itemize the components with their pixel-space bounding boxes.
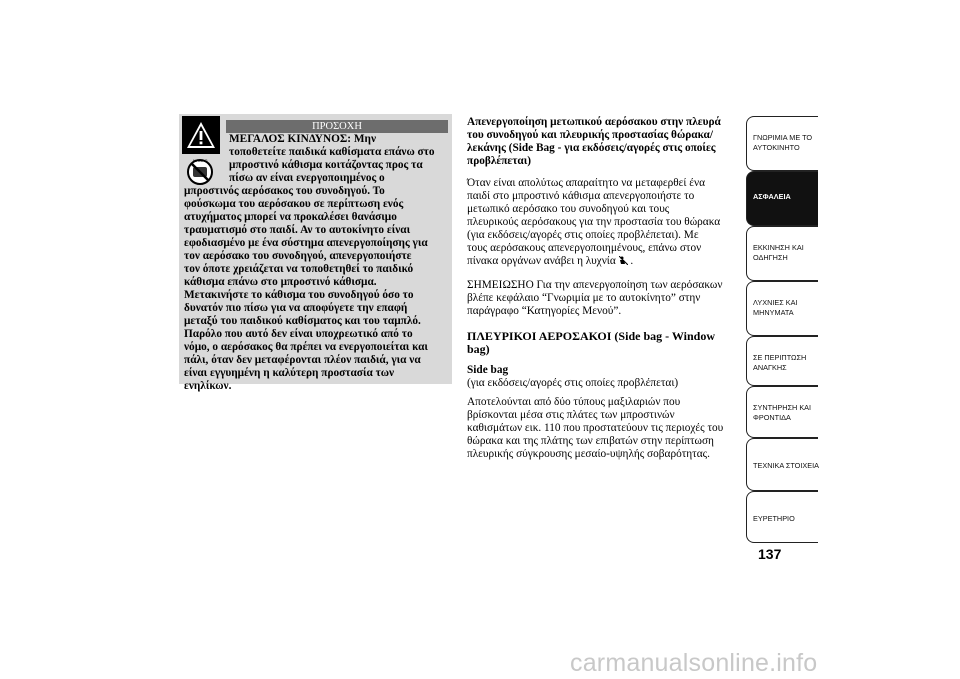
section-title [467,116,737,168]
tab-emergency[interactable] [746,336,818,386]
warning-line: κάθισμα επάνω στο μπροστινό κάθισμα. [184,276,377,288]
tab-label: ΛΥΧΝΙΕΣ ΚΑΙ [753,298,798,307]
tab-label: ΟΔΗΓΗΣΗ [753,253,788,262]
tab-technical-data[interactable] [746,438,818,491]
warning-line: νόμο, ο αερόσακος θα πρέπει να ενεργοποιείται και [184,341,428,353]
warning-line: είναι εγγυημένη η καλύτερη προστασία των [184,367,395,379]
warning-line: μεταξύ του παιδικού καθίσματος και του ταμπλό. [184,315,421,327]
tab-index[interactable] [746,491,818,543]
tab-label: ΣΕ ΠΕΡΙΠΤΩΣΗ [753,353,807,362]
warning-line: Παρόλο που αυτό δεν είναι υποχρεωτικό από το [184,328,413,340]
tab-label: ΕΥΡΕΤΗΡΙΟ [753,514,795,523]
tab-label: ΑΝΑΓΚΗΣ [753,363,787,372]
title-line: του συνοδηγού και πλευρικής προστασίας θώρακα/ [467,129,713,141]
tab-lamps-messages[interactable] [746,281,818,336]
heading-line: bag) [467,342,490,356]
note-line: βλέπε κεφάλαιο “Γνωριμία με το αυτοκίνητο” στην [467,292,701,304]
airbag-off-lamp-icon [619,256,628,265]
tab-starting-driving[interactable] [746,226,818,281]
warning-line: ΜΕΓΑΛΟΣ ΚΙΝΔΥΝΟΣ: Μην [229,133,377,145]
title-line: προβλέπεται) [467,155,532,167]
tab-safety[interactable] [746,171,818,226]
warning-header: ΠΡΟΣΟΧΗ [226,120,448,133]
text-fragment: . [630,255,634,267]
note-paragraph [467,279,737,318]
warning-line: ατυχήματος μπορεί να προκαλέσει θανάσιμο [184,211,397,223]
warning-line: μπροστινό κάθισμα κοιτάζοντας προς τα [229,159,423,171]
warning-line: πάλι, όταν δεν μεταφέρονται πλέον παιδιά, για να [184,354,421,366]
text-line: θώρακα και της πλάτης των επιβατών στην περίπτωση [467,435,714,447]
warning-line: τοποθετείτε παιδικά καθίσματα επάνω στο [229,146,435,158]
warning-line: τραυματισμό στο παιδί. Αν το αυτοκίνητο είναι [184,224,411,236]
warning-line: ενηλίκων. [184,380,232,392]
title-line: λεκάνης (Side Bag - για εκδόσεις/αγορές στις οποίες [467,142,716,154]
heading-line: ΠΛΕΥΡΙΚΟΙ ΑΕΡΟΣΑΚΟΙ (Side bag - Window [467,329,716,343]
warning-box [179,114,452,392]
warning-line: δυνατόν πιο πίσω για να αποφύγετε την επαφή [184,302,408,314]
tab-maintenance[interactable] [746,386,818,438]
text-line: πλευρικής σύγκρουσης μεσαίο-υψηλής σοβαρότητας. [467,448,710,460]
tab-label: ΦΡΟΝΤΙΔΑ [753,413,791,422]
warning-line: τον αερόσακο του συνοδηγού, απενεργοποιήστε [184,250,412,262]
tab-label: ΜΗΝΥΜΑΤΑ [753,308,794,317]
title-line: Απενεργοποίηση μετωπικού αερόσακου στην πλευρά [467,116,721,128]
tab-label: ΓΝΩΡΙΜΙΑ ΜΕ ΤΟ [753,133,813,142]
tab-label: ΣΥΝΤΗΡΗΣΗ ΚΑΙ [753,403,812,412]
tab-label: ΤΕΧΝΙΚΑ ΣΤΟΙΧΕΙΑ [753,461,820,470]
text-line: καθισμάτων εικ. 110 που προστατεύουν τις περιοχές του [467,422,724,434]
tab-label: ΑΥΤΟΚΙΝΗΤΟ [753,143,800,152]
watermark: carmanualsonline.info [570,649,818,677]
warning-line: πίσω αν είναι ενεργοποιημένος ο [229,172,385,184]
text-line: Αποτελούνται από δύο τύπους μαξιλαριών που [467,396,681,408]
text-line: μετωπικό αερόσακο του συνοδηγού και τους [467,203,670,215]
text-line: τους αερόσακους απενεργοποιημένους, επάνω στον [467,242,702,254]
warning-line: Μετακινήστε το κάθισμα του συνοδηγού όσο το [184,289,414,301]
svg-text:AIRBAG: AIRBAG [192,158,208,163]
text-line: παιδί στο μπροστινό κάθισμα απενεργοποιήστε το [467,190,695,202]
paragraph-2 [467,396,737,461]
section-heading [467,330,737,356]
note-line: παράγραφο “Κατηγορίες Μενού”. [467,305,622,317]
text-line: βρίσκονται μέσα στις πλάτες των μπροστινών [467,409,675,421]
text-line [467,255,737,268]
warning-line: φούσκωμα του αερόσακου σε περίπτωση ενός [184,198,404,210]
warning-line: μπροστινός αερόσακος του συνοδηγού. Το [184,185,385,197]
warning-line: τον όποτε χρειάζεται να τοποθετηθεί το παιδικό [184,263,414,275]
text-fragment: πίνακα οργάνων ανάβει η λυχνία [467,255,616,267]
text-line: (για εκδόσεις/αγορές στις οποίες προβλέπεται). Με [467,229,699,241]
warning-text [179,133,450,393]
tab-getting-to-know[interactable] [746,116,818,171]
tab-label: ΑΣΦΑΛΕΙΑ [753,192,791,201]
text-line: πλευρικούς αερόσακους για την προστασία του θώρακα [467,216,721,228]
tab-label: ΕΚΚΙΝΗΣΗ ΚΑΙ [753,243,804,252]
text-line: Όταν είναι απολύτως απαραίτητο να μεταφερθεί ένα [467,177,706,189]
sub-heading: Side bag [467,364,509,376]
note-line: ΣΗΜΕΙΩΣΗΟ Για την απενεργοποίηση των αερόσακων [467,279,723,291]
warning-line: εφοδιασμένο με ένα σύστημα απενεργοποίησης για [184,237,428,249]
page-number: 137 [758,546,782,562]
sub-note: (για εκδόσεις/αγορές στις οποίες προβλέπεται) [467,377,679,389]
main-column [467,116,737,461]
paragraph-1 [467,177,737,268]
